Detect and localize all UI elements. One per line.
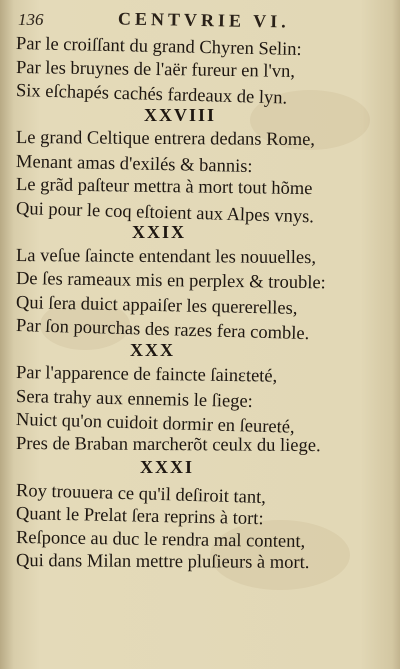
verse-line: Nuict qu'on cuidoit dormir en ſeureté,	[15, 410, 295, 438]
verse-line: Qui ſera duict appaiſer les quererelles,	[15, 292, 298, 319]
quatrain-numeral: XXXI	[140, 457, 195, 477]
quatrain-numeral: XXIX	[132, 222, 187, 242]
verse-line: Sera trahy aux ennemis le ſiege:	[15, 386, 254, 412]
verse-line: Par le croiſſant du grand Chyren Selin:	[15, 34, 302, 60]
verse-line: Le grãd paſteur mettra à mort tout hõme	[15, 175, 313, 200]
quatrain	[16, 456, 384, 574]
quatrain-numeral: XXVIII	[144, 104, 217, 125]
quatrain	[15, 104, 384, 227]
page-header	[0, 8, 400, 36]
verse-line: De ſes rameaux mis en perplex & trouble:	[15, 269, 326, 294]
running-title: CENTVRIE VI.	[117, 8, 290, 32]
quatrain	[16, 339, 384, 457]
verse-line: Pres de Braban marcherõt ceulx du liege.	[15, 433, 321, 456]
verse-line: Six eſchapés cachés fardeaux de lyn.	[15, 81, 288, 109]
verse-line: Reſponce au duc le rendra mal content,	[15, 527, 306, 552]
verse-line: La veſue ſaincte entendant les nouuelles,	[15, 245, 317, 268]
verse-line: Par l'apparence de faincte ſainɛteté,	[15, 363, 278, 387]
quatrain	[15, 33, 384, 109]
page-number: 136	[18, 10, 44, 29]
verse-line: Quant le Prelat ſera reprins à tort:	[15, 504, 264, 530]
text-block	[16, 33, 384, 574]
verse-line: Par les bruynes de l'aër fureur en l'vn,	[15, 57, 296, 82]
verse-line: Qui dans Milan mettre pluſieurs à mort.	[15, 551, 310, 574]
verse-line: Le grand Celtique entrera dedans Rome,	[15, 128, 316, 151]
verse-line: Qui pour le coq eſtoient aux Alpes vnys.	[15, 198, 315, 227]
quatrain-numeral: XXX	[130, 339, 175, 360]
verse-line: Roy trouuera ce qu'il deſiroit tant,	[15, 480, 267, 508]
quatrain	[15, 221, 384, 345]
verse-line: Menant amas d'exilés & bannis:	[15, 151, 253, 177]
verse-line: Par ſon pourchas des razes fera comble.	[15, 316, 310, 345]
